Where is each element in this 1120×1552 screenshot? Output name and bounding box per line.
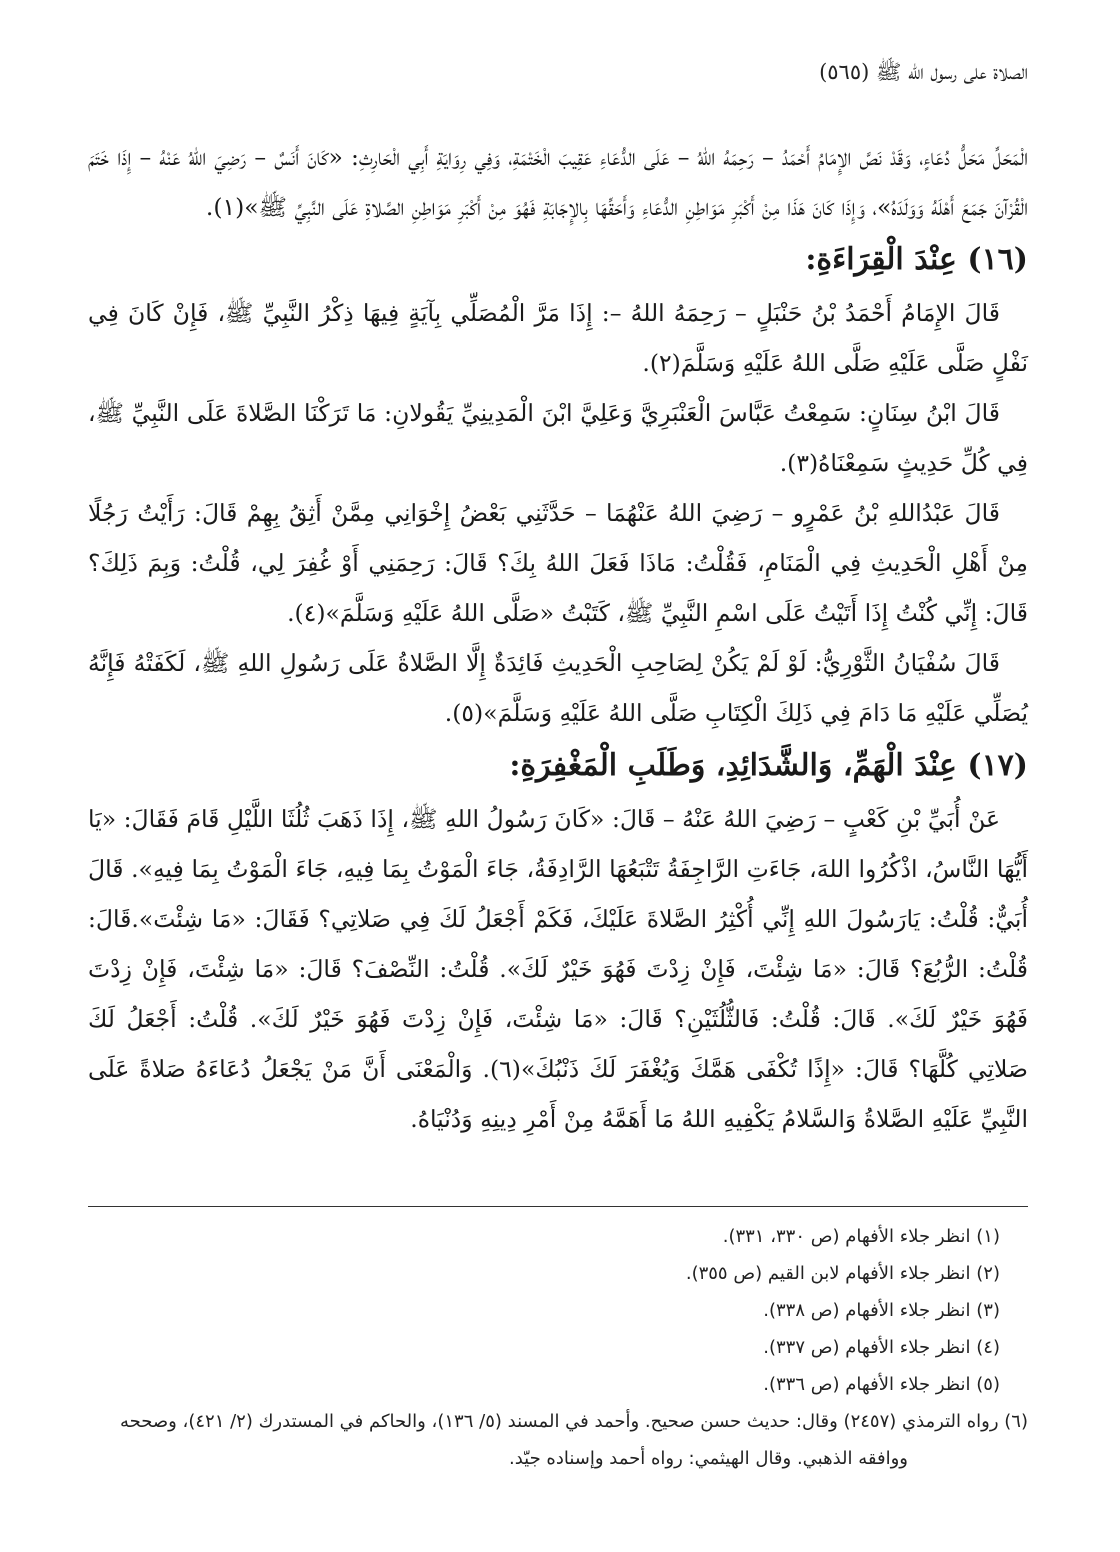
footnotes bbox=[88, 1218, 1028, 1477]
footnote-1: (١) انظر جلاء الأفهام (ص ٣٣٠، ٣٣١). bbox=[722, 1226, 1000, 1247]
footnote-6-continuation: ووافقه الذهبي. وقال الهيثمي: رواه أحمد وإسناده جيّد. bbox=[508, 1448, 908, 1469]
paragraph-abdullah-ibn-amr: قَالَ عَبْدُاللهِ بْنُ عَمْرٍو – رَضِيَ اللهُ عَنْهُمَا – حَدَّثَنِي بَعْضُ إِخْوَانِي مِمَّنْ أَثِقُ بِهِمْ قَالَ: رَأَيْتُ رَجُلًا مِنْ أَهْلِ الْحَدِيثِ فِي الْمَنَامِ، فَقُلْتُ: مَاذَا فَعَلَ اللهُ بِكَ؟ قَالَ: رَحِمَنِي أَوْ غُفِرَ لِي، قُلْتُ: وَبِمَ ذَلِكَ؟ قَالَ: إِنِّي كُنْتُ إِذَا أَتَيْتُ عَلَى اسْمِ النَّبِيِّ ﷺ، كَتَبْتُ «صَلَّى اللهُ عَلَيْهِ وَسَلَّمَ»(٤). bbox=[88, 499, 1028, 627]
paragraph-sufyan-thawri: قَالَ سُفْيَانُ الثَّوْرِيُّ: لَوْ لَمْ يَكُنْ لِصَاحِبِ الْحَدِيثِ فَائِدَةٌ إِلَّا الصَّلاةُ عَلَى رَسُولِ اللهِ ﷺ، لَكَفَتْهُ فَإِنَّهُ يُصَلِّي عَلَيْهِ مَا دَامَ فِي ذَلِكَ الْكِتَابِ صَلَّى اللهُ عَلَيْهِ وَسَلَّمَ»(٥). bbox=[88, 649, 1028, 727]
footnote-6: (٦) رواه الترمذي (٢٤٥٧) وقال: حديث حسن صحيح. وأحمد في المسند (٥/ ١٣٦)، والحاكم في المستدرك (٢/ ٤٢١)، وصححه bbox=[119, 1411, 1028, 1432]
section-heading-17: (١٧) عِنْدَ الْهَمِّ، وَالشَّدَائِدِ، وَطَلَبِ الْمَغْفِرَةِ: bbox=[509, 748, 1028, 783]
paragraph-ibn-sinan: قَالَ ابْنُ سِنَانٍ: سَمِعْتُ عَبَّاسَ الْعَنْبَرِيَّ وَعَلِيَّ ابْنَ الْمَدِينِيِّ يَقُولانِ: مَا تَرَكْنَا الصَّلاةَ عَلَى النَّبِيِّ ﷺ، فِي كُلِّ حَدِيثٍ سَمِعْنَاهُ(٣). bbox=[88, 399, 1028, 477]
footnote-separator bbox=[88, 1206, 1028, 1207]
paragraph-ubayy-ibn-kab: عَنْ أُبَيِّ بْنِ كَعْبٍ – رَضِيَ اللهُ عَنْهُ – قَالَ: «كَانَ رَسُولُ اللهِ ﷺ، إِذَا ذَهَبَ ثُلُثَا اللَّيْلِ قَامَ فَقَالَ: «يَا أَيُّهَا النَّاسُ، اذْكُرُوا اللهَ، جَاءَتِ الرَّاجِفَةُ تَتْبَعُهَا الرَّادِفَةُ، جَاءَ الْمَوْتُ بِمَا فِيهِ، جَاءَ الْمَوْتُ بِمَا فِيهِ». قَالَ أُبَيٌّ: قُلْتُ: يَارَسُولَ اللهِ إِنِّي أُكْثِرُ الصَّلاةَ عَلَيْكَ، فَكَمْ أَجْعَلُ لَكَ فِي صَلاتِي؟ فَقَالَ: «مَا شِئْتَ».قَالَ: قُلْتُ: الرُّبُعَ؟ قَالَ: «مَا شِئْتَ، فَإِنْ زِدْتَ فَهُوَ خَيْرٌ لَكَ». قُلْتُ: النِّصْفَ؟ قَالَ: «مَا شِئْتَ، فَإِنْ زِدْتَ فَهُوَ خَيْرٌ لَكَ». قَالَ: قُلْتُ: فَالثُّلُثَيْنِ؟ قَالَ: «مَا شِئْتَ، فَإِنْ زِدْتَ فَهُوَ خَيْرٌ لَكَ». قُلْتُ: أَجْعَلُ لَكَ صَلاتِي كُلَّهَا؟ قَالَ: «إِذًا تُكْفَى هَمَّكَ وَيُغْفَرَ لَكَ ذَنْبُكَ»(٦). وَالْمَعْنَى أَنَّ مَنْ يَجْعَلُ دُعَاءَهُ صَلاةً عَلَى النَّبِيِّ عَلَيْهِ الصَّلاةُ وَالسَّلامُ يَكْفِيهِ اللهُ مَا أَهَمَّهُ مِنْ أَمْرِ دِينِهِ وَدُنْيَاهُ. bbox=[88, 805, 1028, 1133]
paragraph-ahmad-ibn-hanbal: قَالَ الإِمَامُ أَحْمَدُ بْنُ حَنْبَلٍ – رَحِمَهُ اللهُ –: إِذَا مَرَّ الْمُصَلِّي بِآيَةٍ فِيهَا ذِكْرُ النَّبِيِّ ﷺ، فَإِنْ كَانَ فِي نَفْلٍ صَلَّى عَلَيْهِ صَلَّى اللهُ عَلَيْهِ وَسَلَّمَ(٢). bbox=[88, 299, 1028, 377]
footnote-2: (٢) انظر جلاء الأفهام لابن القيم (ص ٣٥٥). bbox=[685, 1263, 1000, 1284]
paragraph-closing-previous: الْمَحَلِّ مَحَلُّ دُعَاءٍ، وَقَدْ نَصَّ الإِمَامُ أَحْمَدُ – رَحِمَهُ اللهُ – عَلَى الدُّعَاءِ عَقِيبَ الْخَتْمَةِ، وَفِي رِوَايَةِ أَبِي الْحَارِثِ: «كَانَ أَنَسٌ – رَضِيَ اللهُ عَنْهُ – إِذَا خَتَمَ الْقُرْآنَ جَمَعَ أَهْلَهُ وَوَلَدَهُ»، وَإِذَا كَانَ هَذَا مِنْ أَكْبَرِ مَوَاطِنِ الدُّعَاءِ وَأَحَقِّهَا بِالإِجَابَةِ فَهُوَ مِنْ أَكْبَرِ مَوَاطِنِ الصَّلاةِ عَلَى النَّبِيِّ ﷺ»(١). bbox=[88, 143, 1028, 221]
footnote-5: (٥) انظر جلاء الأفهام (ص ٣٣٦). bbox=[763, 1374, 1000, 1395]
section-heading-16: (١٦) عِنْدَ الْقِرَاءَةِ: bbox=[805, 242, 1028, 277]
running-head: الصلاة على رسول الله ﷺ (٥٦٥) bbox=[819, 60, 1028, 84]
main-text bbox=[88, 132, 1028, 1144]
footnote-3: (٣) انظر جلاء الأفهام (ص ٣٣٨). bbox=[763, 1300, 1000, 1321]
footnote-4: (٤) انظر جلاء الأفهام (ص ٣٣٧). bbox=[763, 1337, 1000, 1358]
